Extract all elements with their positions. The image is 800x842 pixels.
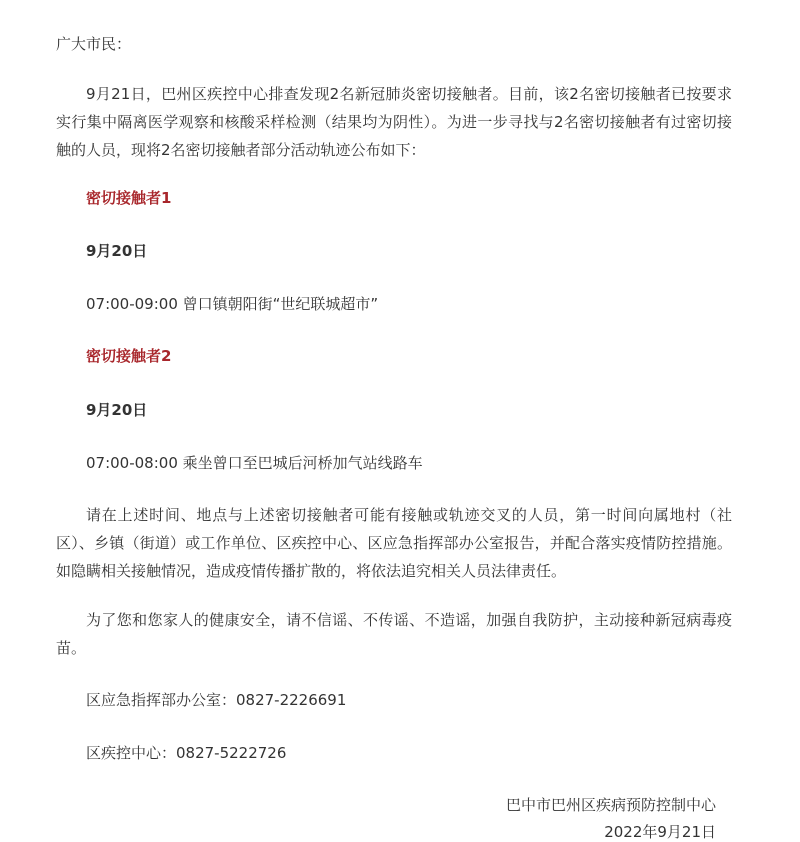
contact-2-date: 9月20日 [86, 401, 148, 419]
intro-paragraph: 9月21日，巴州区疾控中心排查发现2名新冠肺炎密切接触者。目前，该2名密切接触者已按要求实行集中隔离医学观察和核酸采样检测（结果均为阴性）。为进一步寻找与2名密切接触者有过密切接触的人员，现将2名密切接触者部分活动轨迹公布如下： [56, 85, 732, 159]
notice-paragraph: 请在上述时间、地点与上述密切接触者可能有接触或轨迹交叉的人员，第一时间向属地村（社区）、乡镇（街道）或工作单位、区疾控中心、区应急指挥部办公室报告，并配合落实疫情防控措施。如隐瞒相关接触情况，造成疫情传播扩散的，将依法追究相关人员法律责任。 [56, 506, 732, 580]
cdc-phone: 区疾控中心：0827-5222726 [86, 744, 287, 762]
contact-2-activity: 07:00-08:00 乘坐曾口至巴城后河桥加气站线路车 [86, 454, 423, 472]
command-office-phone: 区应急指挥部办公室：0827-2226691 [86, 691, 347, 709]
contact-1-date: 9月20日 [86, 242, 148, 260]
contact-2-title: 密切接触者2 [86, 347, 172, 365]
signature-date: 2022年9月21日 [604, 823, 716, 841]
appeal-paragraph: 为了您和您家人的健康安全，请不信谣、不传谣、不造谣，加强自我防护，主动接种新冠病毒疫苗。 [56, 611, 732, 657]
contact-1-title: 密切接触者1 [86, 189, 172, 207]
signature-org: 巴中市巴州区疾病预防控制中心 [505, 796, 716, 814]
salutation: 广大市民： [56, 35, 132, 53]
contact-1-activity: 07:00-09:00 曾口镇朝阳街“世纪联城超市” [86, 295, 379, 313]
